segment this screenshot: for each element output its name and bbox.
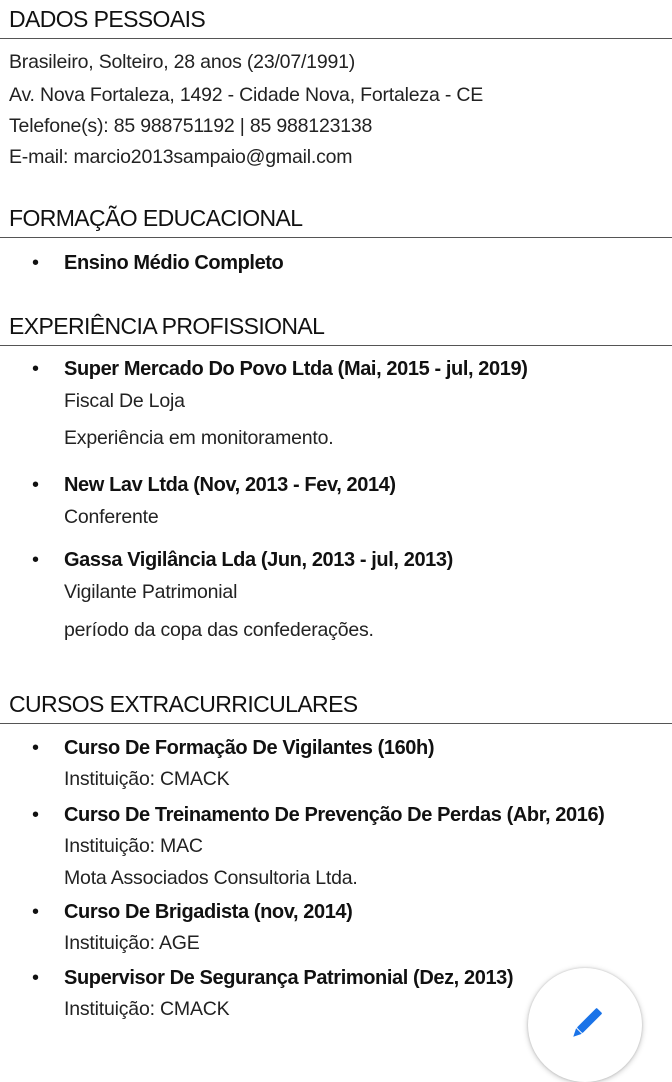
experience-item-role: Fiscal De Loja (64, 390, 185, 412)
section-experience-header (0, 314, 672, 346)
course-item-title: Curso De Formação De Vigilantes (160h) (64, 737, 435, 759)
experience-item-title: Gassa Vigilância Lda (Jun, 2013 - jul, 2013) (64, 549, 453, 571)
course-item-title: Curso De Treinamento De Prevenção De Perdas (Abr, 2016) (64, 804, 605, 826)
personal-info-line: Brasileiro, Solteiro, 28 anos (23/07/1991) (9, 51, 356, 73)
course-item-detail: Mota Associados Consultoria Ltda. (64, 867, 358, 889)
bullet-icon: • (32, 804, 40, 826)
section-personal-title: DADOS PESSOAIS (9, 6, 206, 32)
bullet-icon: • (32, 358, 40, 380)
experience-item-description: Experiência em monitoramento. (64, 427, 334, 449)
bullet-icon: • (32, 737, 40, 759)
email-line: E-mail: marcio2013sampaio@gmail.com (9, 146, 353, 168)
section-education-title: FORMAÇÃO EDUCACIONAL (9, 205, 303, 231)
course-item-institution: Instituição: MAC (64, 835, 203, 857)
experience-item-title: Super Mercado Do Povo Ltda (Mai, 2015 - jul, 2019) (64, 358, 528, 380)
course-item-title: Supervisor De Segurança Patrimonial (Dez, 2013) (64, 967, 514, 989)
experience-item-role: Vigilante Patrimonial (64, 581, 238, 603)
experience-item-role: Conferente (64, 506, 159, 528)
section-courses-header (0, 692, 672, 724)
bullet-icon: • (32, 901, 40, 923)
course-item-institution: Instituição: CMACK (64, 998, 230, 1020)
bullet-icon: • (32, 549, 40, 571)
edit-fab-button[interactable] (528, 968, 642, 1082)
experience-item-description: período da copa das confederações. (64, 619, 374, 641)
course-item-institution: Instituição: AGE (64, 932, 200, 954)
address-line: Av. Nova Fortaleza, 1492 - Cidade Nova, Fortaleza - CE (9, 84, 484, 106)
education-item-title: Ensino Médio Completo (64, 252, 284, 274)
bullet-icon: • (32, 252, 40, 274)
course-item-institution: Instituição: CMACK (64, 768, 230, 790)
section-education-header (0, 206, 672, 238)
course-item-title: Curso De Brigadista (nov, 2014) (64, 901, 353, 923)
bullet-icon: • (32, 967, 40, 989)
section-personal-header (0, 7, 672, 39)
section-courses-title: CURSOS EXTRACURRICULARES (9, 691, 358, 717)
bullet-icon: • (32, 474, 40, 496)
phone-line: Telefone(s): 85 988751192 | 85 988123138 (9, 115, 373, 137)
experience-item-title: New Lav Ltda (Nov, 2013 - Fev, 2014) (64, 474, 396, 496)
pencil-edit-icon (566, 1004, 606, 1044)
section-experience-title: EXPERIÊNCIA PROFISSIONAL (9, 313, 325, 339)
